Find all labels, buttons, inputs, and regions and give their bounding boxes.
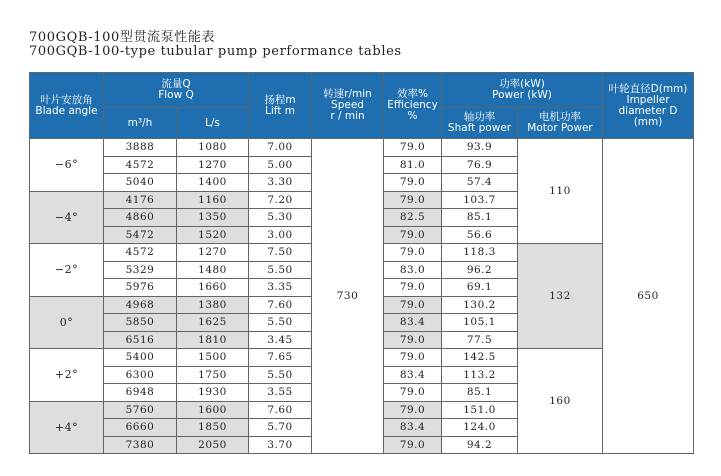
lift-cell: 5.50 (249, 261, 312, 279)
efficiency-cell: 83.4 (384, 314, 442, 332)
shaft-power-cell: 105.1 (442, 314, 518, 332)
lift-cell: 5.50 (249, 366, 312, 384)
shaft-power-cell: 151.0 (442, 401, 518, 419)
shaft-power-cell: 124.0 (442, 419, 518, 437)
lift-cell: 7.50 (249, 244, 312, 262)
efficiency-cell: 79.0 (384, 401, 442, 419)
lift-cell: 7.60 (249, 401, 312, 419)
lift-cell: 3.70 (249, 436, 312, 454)
flow-ls-cell: 1750 (177, 366, 249, 384)
shaft-power-cell: 93.9 (442, 139, 518, 157)
header-efficiency-en: Efficiency (387, 99, 438, 111)
flow-ls-cell: 1660 (177, 279, 249, 297)
lift-cell: 7.20 (249, 191, 312, 209)
lift-cell: 3.30 (249, 174, 312, 192)
flow-ls-cell: 1500 (177, 349, 249, 367)
blade-angle-cell: 0° (30, 296, 104, 349)
blade-angle-cell: −4° (30, 191, 104, 244)
header-impeller-cn: 叶轮直径D(mm) (608, 82, 688, 95)
flow-ls-cell: 1080 (177, 139, 249, 157)
flow-m3h-cell: 5400 (104, 349, 177, 367)
flow-m3h-cell: 5040 (104, 174, 177, 192)
lift-cell: 5.00 (249, 156, 312, 174)
flow-m3h-cell: 5850 (104, 314, 177, 332)
header-speed-en: Speed (331, 99, 364, 111)
lift-cell: 3.35 (249, 279, 312, 297)
efficiency-cell: 79.0 (384, 331, 442, 349)
efficiency-cell: 82.5 (384, 209, 442, 227)
header-power-en: Power (kW) (492, 89, 552, 101)
flow-m3h-cell: 4860 (104, 209, 177, 227)
shaft-power-cell: 118.3 (442, 244, 518, 262)
lift-cell: 7.60 (249, 296, 312, 314)
header-speed-cn: 转速r/min (323, 88, 372, 100)
lift-cell: 5.30 (249, 209, 312, 227)
header-motor-power-en: Motor Power (527, 122, 593, 134)
efficiency-cell: 79.0 (384, 349, 442, 367)
header-blade-angle-en: Blade angle (35, 104, 98, 117)
title-chinese: 700GQB-100型贯流泵性能表 (29, 30, 216, 45)
impeller-cell: 650 (603, 139, 694, 454)
flow-m3h-cell: 6660 (104, 419, 177, 437)
flow-ls-cell: 1350 (177, 209, 249, 227)
flow-m3h-cell: 4968 (104, 296, 177, 314)
flow-ls-cell: 1520 (177, 226, 249, 244)
lift-cell: 5.50 (249, 314, 312, 332)
flow-ls-cell: 1930 (177, 384, 249, 402)
efficiency-cell: 79.0 (384, 384, 442, 402)
header-lift-en: Lift m (265, 104, 295, 117)
efficiency-cell: 83.4 (384, 419, 442, 437)
shaft-power-cell: 130.2 (442, 296, 518, 314)
lift-cell: 7.00 (249, 139, 312, 157)
header-shaft-power-cn: 轴功率 (463, 111, 496, 123)
flow-ls-cell: 2050 (177, 436, 249, 454)
flow-ls-cell: 1380 (177, 296, 249, 314)
header-flow-cn: 流量Q (161, 78, 191, 90)
shaft-power-cell: 96.2 (442, 261, 518, 279)
flow-ls-cell: 1625 (177, 314, 249, 332)
blade-angle-cell: +4° (30, 401, 104, 454)
shaft-power-cell: 94.2 (442, 436, 518, 454)
table-body (30, 139, 694, 454)
efficiency-cell: 83.0 (384, 261, 442, 279)
efficiency-cell: 81.0 (384, 156, 442, 174)
header-lift-cn: 扬程m (264, 93, 296, 106)
header-blade-angle (30, 73, 104, 139)
lift-cell: 3.45 (249, 331, 312, 349)
flow-m3h-cell: 4176 (104, 191, 177, 209)
flow-ls-cell: 1480 (177, 261, 249, 279)
efficiency-cell: 79.0 (384, 226, 442, 244)
efficiency-cell: 79.0 (384, 174, 442, 192)
header-flow (104, 73, 249, 108)
shaft-power-cell: 57.4 (442, 174, 518, 192)
shaft-power-cell: 113.2 (442, 366, 518, 384)
motor-power-cell: 132 (518, 244, 603, 349)
title-english: 700GQB-100-type tubular pump performance tables (29, 44, 402, 59)
flow-m3h-cell: 5760 (104, 401, 177, 419)
flow-ls-cell: 1810 (177, 331, 249, 349)
efficiency-cell: 79.0 (384, 191, 442, 209)
header-motor-power-cn: 电机功率 (539, 111, 582, 123)
flow-ls-cell: 1850 (177, 419, 249, 437)
speed-cell: 730 (312, 139, 384, 454)
flow-m3h-cell: 3888 (104, 139, 177, 157)
header-impeller-unit: diameter D (mm) (618, 104, 678, 128)
flow-ls-cell: 1270 (177, 244, 249, 262)
shaft-power-cell: 69.1 (442, 279, 518, 297)
efficiency-cell: 79.0 (384, 436, 442, 454)
lift-cell: 3.55 (249, 384, 312, 402)
header-impeller (603, 73, 694, 139)
flow-m3h-cell: 5329 (104, 261, 177, 279)
header-speed (312, 73, 384, 139)
flow-ls-cell: 1270 (177, 156, 249, 174)
lift-cell: 7.65 (249, 349, 312, 367)
flow-ls-cell: 1600 (177, 401, 249, 419)
shaft-power-cell: 103.7 (442, 191, 518, 209)
table-row (30, 139, 694, 157)
motor-power-cell: 160 (518, 349, 603, 454)
shaft-power-cell: 76.9 (442, 156, 518, 174)
performance-table (29, 72, 694, 454)
efficiency-cell: 83.4 (384, 366, 442, 384)
header-efficiency-unit: % (407, 110, 418, 122)
header-impeller-en: Impeller (626, 93, 670, 106)
flow-m3h-cell: 7380 (104, 436, 177, 454)
header-blade-angle-cn: 叶片安放角 (40, 93, 93, 106)
header-flow-ls: L/s (177, 108, 249, 139)
blade-angle-cell: +2° (30, 349, 104, 402)
header-flow-m3h: m³/h (104, 108, 177, 139)
shaft-power-cell: 56.6 (442, 226, 518, 244)
lift-cell: 5.70 (249, 419, 312, 437)
shaft-power-cell: 142.5 (442, 349, 518, 367)
header-efficiency (384, 73, 442, 139)
header-motor-power (518, 108, 603, 139)
efficiency-cell: 79.0 (384, 244, 442, 262)
header-efficiency-cn: 效率% (397, 88, 428, 100)
shaft-power-cell: 85.1 (442, 209, 518, 227)
efficiency-cell: 79.0 (384, 139, 442, 157)
shaft-power-cell: 77.5 (442, 331, 518, 349)
flow-m3h-cell: 6516 (104, 331, 177, 349)
motor-power-cell: 110 (518, 139, 603, 244)
flow-m3h-cell: 5976 (104, 279, 177, 297)
blade-angle-cell: −6° (30, 139, 104, 192)
header-flow-en: Flow Q (158, 89, 194, 101)
flow-m3h-cell: 4572 (104, 156, 177, 174)
shaft-power-cell: 85.1 (442, 384, 518, 402)
flow-ls-cell: 1400 (177, 174, 249, 192)
flow-m3h-cell: 6948 (104, 384, 177, 402)
flow-m3h-cell: 6300 (104, 366, 177, 384)
blade-angle-cell: −2° (30, 244, 104, 297)
flow-m3h-cell: 5472 (104, 226, 177, 244)
header-power-cn: 功率(kW) (499, 78, 545, 90)
header-speed-unit: r / min (330, 110, 365, 122)
header-lift (249, 73, 312, 139)
lift-cell: 3.00 (249, 226, 312, 244)
efficiency-cell: 79.0 (384, 296, 442, 314)
flow-ls-cell: 1160 (177, 191, 249, 209)
header-shaft-power (442, 108, 518, 139)
header-shaft-power-en: Shaft power (447, 122, 512, 134)
header-power (442, 73, 603, 108)
flow-m3h-cell: 4572 (104, 244, 177, 262)
efficiency-cell: 79.0 (384, 279, 442, 297)
